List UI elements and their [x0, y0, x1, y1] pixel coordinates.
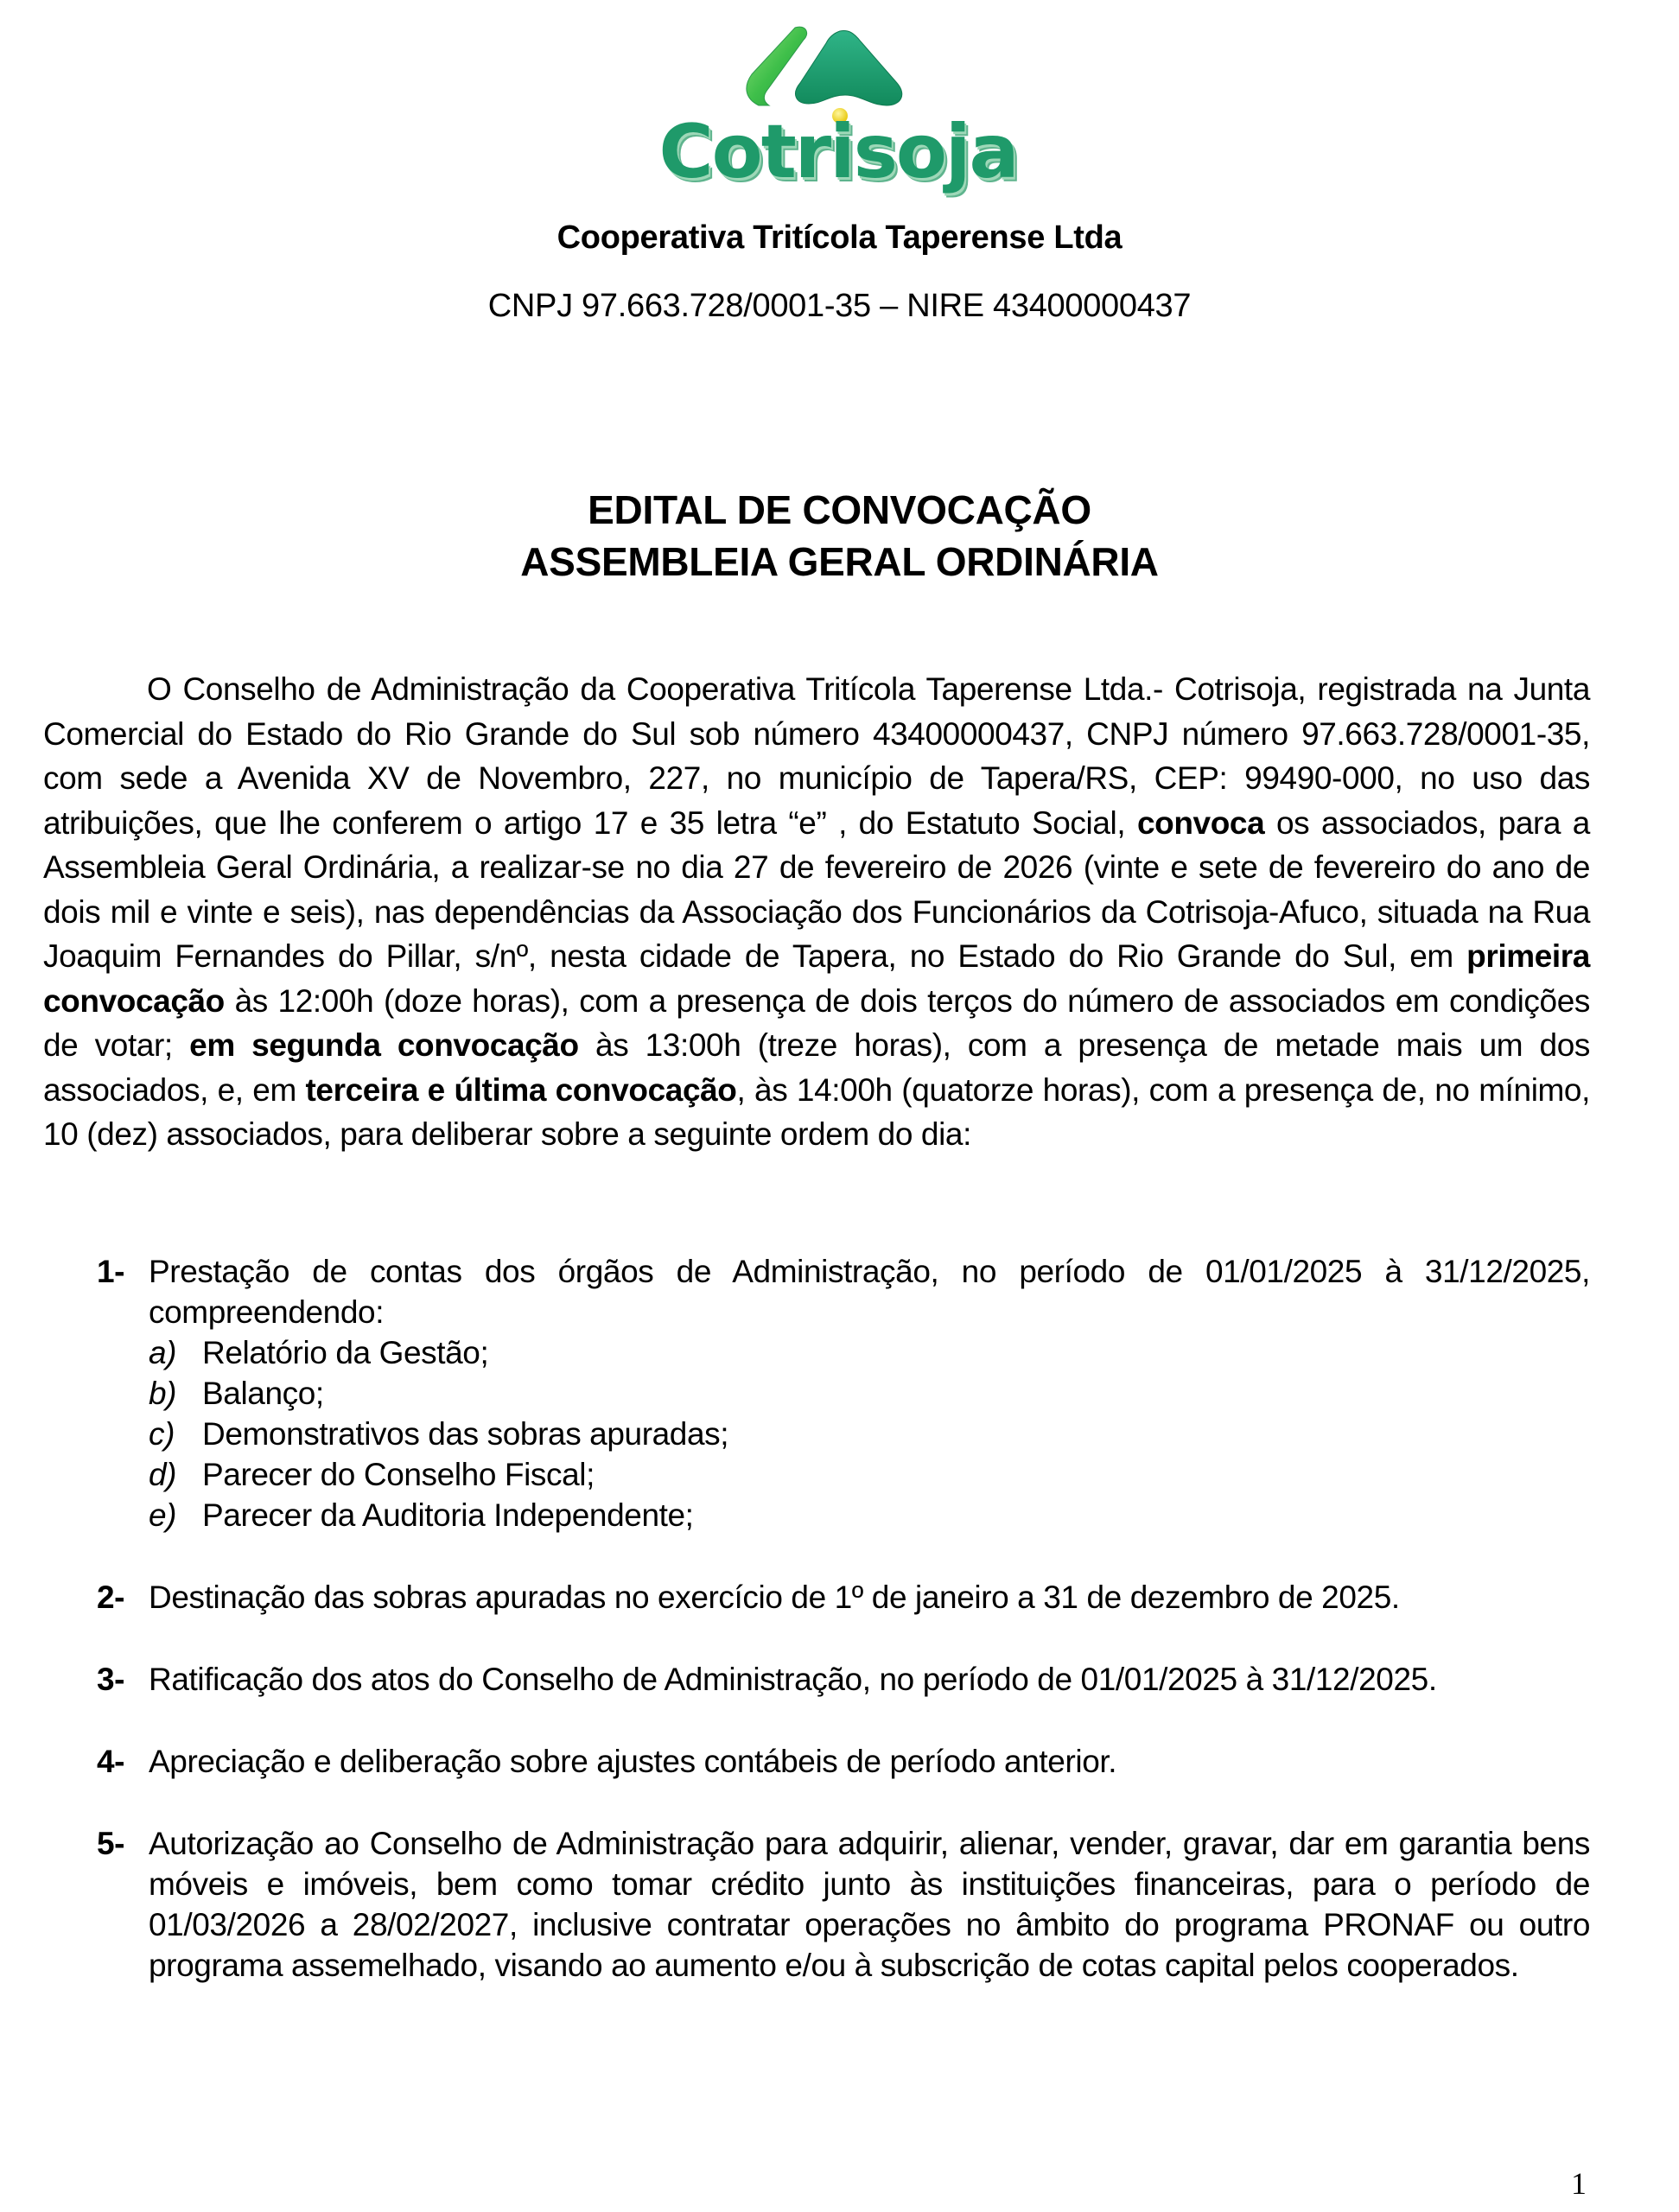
- agenda-item: [97, 1823, 1590, 1986]
- sub-item-text: Balanço;: [202, 1376, 324, 1411]
- sub-item-letter: b): [149, 1376, 177, 1411]
- agenda-item: [97, 1659, 1590, 1700]
- document-title: [0, 484, 1679, 588]
- sub-item-text: Relatório da Gestão;: [202, 1335, 489, 1370]
- organization-name: Cooperativa Tritícola Taperense Ltda: [556, 219, 1123, 256]
- agenda-item-text: Destinação das sobras apuradas no exercício de 1º de janeiro a 31 de dezembro de 2025.: [149, 1580, 1400, 1615]
- sub-item-letter: d): [149, 1457, 177, 1492]
- agenda-sub-item: [149, 1373, 1590, 1414]
- agenda-sub-list: [149, 1332, 1590, 1535]
- agenda-item-number: 5-: [97, 1826, 125, 1861]
- logo-wordmark: Cotrisoja: [658, 109, 1018, 195]
- agenda-item-text: Autorização ao Conselho de Administração para adquirir, alienar, vender, gravar, dar em garantia bens móveis e imóveis, bem como tomar crédito junto às instituições financeiras, para o período de 01/03/2026 a 28/02/2027, inclusive contratar operações no âmbito do programa PRONAF ou outro programa assemelhado, visando ao aumento e/ou à subscrição de cotas capital pelos cooperados.: [149, 1826, 1590, 1983]
- agenda-item-text: Apreciação e deliberação sobre ajustes contábeis de período anterior.: [149, 1744, 1117, 1779]
- agenda-item-number: 3-: [97, 1662, 125, 1697]
- agenda-item: [97, 1577, 1590, 1618]
- agenda-item-number: 4-: [97, 1744, 125, 1779]
- agenda-item-number: 1-: [97, 1254, 125, 1289]
- title-line-2: ASSEMBLEIA GERAL ORDINÁRIA: [520, 539, 1159, 584]
- cotrisoja-logo: [657, 12, 1020, 194]
- intro-text-1: O Conselho de Administração da Cooperativa Tritícola Taperense Ltda.- Cotrisoja, registrada na Junta Comercial do Estado do Rio Grande do Sul sob número 43400000437, CNPJ número 97.663.728/0001-35, com sede a Avenida XV de Novembro, 227, no município de Tapera/RS, CEP: 99490-000, no uso das atribuições, que lhe conferem o artigo 17 e 35 letra “e” , do Estatuto Social,: [43, 671, 1590, 841]
- agenda-item: [97, 1251, 1590, 1535]
- convocation-paragraph: [43, 667, 1590, 1157]
- organization-identifiers: CNPJ 97.663.728/0001-35 – NIRE 43400000437: [487, 288, 1192, 324]
- intro-text-3: às 12:00h (doze horas), com a presença de dois terços do número de associados em condições de votar;: [43, 982, 1590, 1063]
- agenda-sub-item: [149, 1332, 1590, 1373]
- agenda-sub-item: [149, 1414, 1590, 1454]
- agenda-sub-item: [149, 1495, 1590, 1535]
- agenda-item-number: 2-: [97, 1580, 125, 1615]
- sub-item-letter: e): [149, 1497, 177, 1533]
- agenda-item-text: Ratificação dos atos do Conselho de Administração, no período de 01/01/2025 à 31/12/2025.: [149, 1662, 1437, 1697]
- intro-bold-first-call: primeira convocação: [43, 938, 1590, 1019]
- sub-item-letter: a): [149, 1335, 177, 1370]
- intro-bold-convoca: convoca: [1136, 804, 1265, 841]
- agenda-sub-item: [149, 1454, 1590, 1495]
- agenda-item: [97, 1741, 1590, 1782]
- intro-text-5: , às 14:00h (quatorze horas), com a presença de, no mínimo, 10 (dez) associados, para deliberar sobre a seguinte ordem do dia:: [43, 1071, 1590, 1152]
- intro-bold-second-call: em segunda convocação: [189, 1027, 579, 1063]
- agenda-item-text: Prestação de contas dos órgãos de Administração, no período de 01/01/2025 à 31/12/2025, compreendendo:: [149, 1254, 1590, 1330]
- intro-text-2: os associados, para a Assembleia Geral Ordinária, a realizar-se no dia 27 de fevereiro de 2026 (vinte e sete de fevereiro do ano de dois mil e vinte e seis), nas dependências da Associação dos Funcionários da Cotrisoja-Afuco, situada na Rua Joaquim Fernandes do Pillar, s/nº, nesta cidade de Tapera, no Estado do Rio Grande do Sul, em: [43, 804, 1590, 974]
- intro-text-4: às 13:00h (treze horas), com a presença de metade mais um dos associados, e, em: [43, 1027, 1590, 1108]
- sub-item-text: Demonstrativos das sobras apuradas;: [202, 1416, 729, 1452]
- agenda-list: [97, 1251, 1590, 1986]
- page-number: 1: [1571, 2166, 1587, 2201]
- sub-item-text: Parecer do Conselho Fiscal;: [202, 1457, 595, 1492]
- title-line-1: EDITAL DE CONVOCAÇÃO: [588, 487, 1091, 532]
- intro-bold-third-call: terceira e última convocação: [305, 1071, 737, 1108]
- sub-item-text: Parecer da Auditoria Independente;: [202, 1497, 694, 1533]
- sub-item-letter: c): [149, 1416, 175, 1452]
